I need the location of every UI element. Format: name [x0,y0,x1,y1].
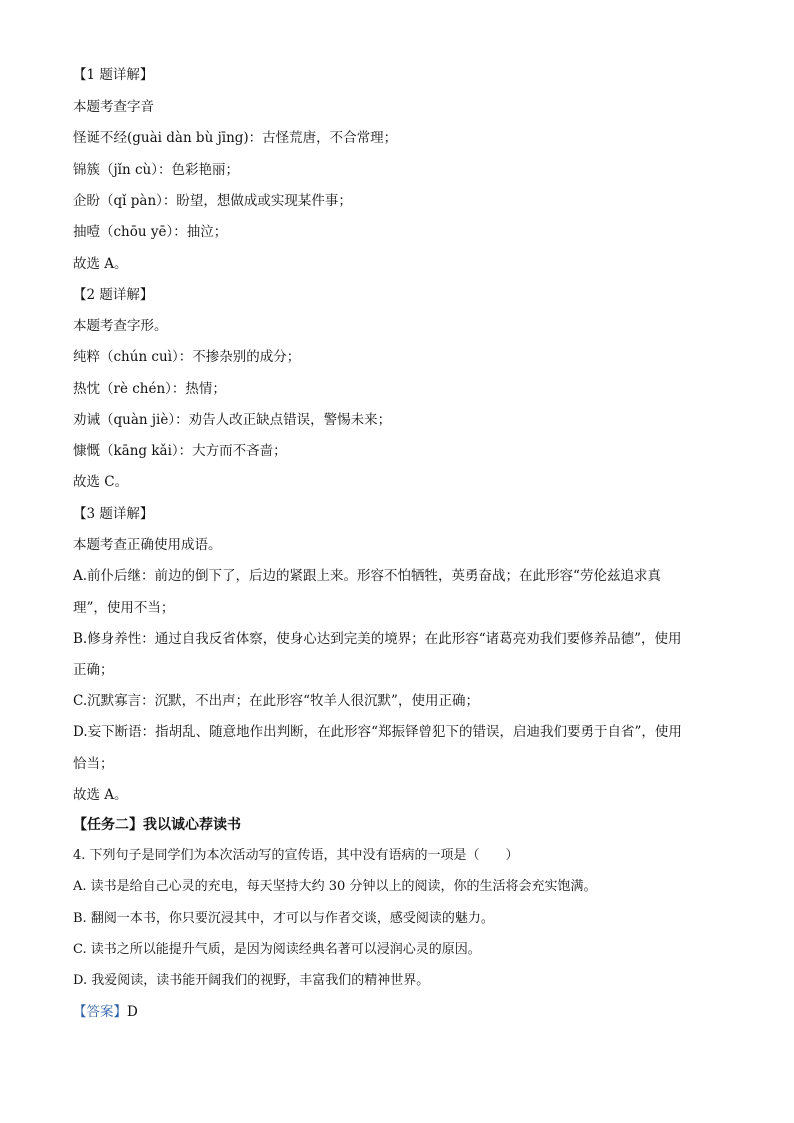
answer-label: 【答案】 [73,1004,127,1020]
task2-option: A. 读书是给自己心灵的充电，每天坚持大约 30 分钟以上的阅读，你的生活将会充实饱满。 [73,879,597,894]
q2-intro: 本题考查字形。 [73,318,168,334]
q3-heading: 【3 题详解】 [73,506,154,522]
q3-line: C.沉默寡言：沉默，不出声；在此形容“牧羊人很沉默”，使用正确； [73,693,479,709]
q3-line: D.妄下断语：指胡乱、随意地作出判断，在此形容“郑振铎曾犯下的错误，启迪我们要勇于自省”，使用 [73,724,682,740]
q3-intro: 本题考查正确使用成语。 [73,537,222,553]
task2-option: D. 我爱阅读，读书能开阔我们的视野，丰富我们的精神世界。 [73,973,430,988]
q2-item: 劝诫（quàn jiè）：劝告人改正缺点错误，警惕未来； [73,412,392,428]
q3-answer: 故选 A。 [73,787,128,803]
q1-item: 怪诞不经(guài dàn bù jīng)：古怪荒唐，不合常理； [73,130,398,146]
q2-heading: 【2 题详解】 [73,287,154,303]
answer-value: D [127,1004,138,1020]
task2-option: B. 翻阅一本书，你只要沉浸其中，才可以与作者交谈，感受阅读的魅力。 [73,911,494,926]
q2-item: 纯粹（chún cuì）：不掺杂别的成分； [73,349,301,365]
q3-line: 正确； [73,662,114,678]
q2-answer: 故选 C。 [73,474,129,490]
q3-line: A.前仆后继：前边的倒下了，后边的紧跟上来。形容不怕牺牲，英勇奋战；在此形容“劳伦兹追求真 [73,568,661,584]
q2-item: 慷慨（kāng kǎi）：大方而不吝啬； [73,443,287,459]
task2-answer [73,1003,138,1021]
q3-line: B.修身养性：通过自我反省体察，使身心达到完美的境界；在此形容“诸葛亮劝我们要修养品德”，使用 [73,631,682,647]
q2-item: 热忱（rè chén）：热情； [73,381,226,397]
task2-title: 【任务二】我以诚心荐读书 [73,817,241,833]
task2-option: C. 读书之所以能提升气质，是因为阅读经典名著可以浸润心灵的原因。 [73,942,481,957]
q1-item: 企盼（qǐ pàn）：盼望，想做成或实现某件事； [73,193,352,209]
q1-item: 抽噎（chōu yē）：抽泣； [73,224,228,240]
q1-intro: 本题考查字音 [73,99,154,115]
q3-line: 理”，使用不当； [73,600,175,616]
q1-answer: 故选 A。 [73,256,128,272]
task2-question: 4. 下列句子是同学们为本次活动写的宣传语，其中没有语病的一项是（ ） [73,848,519,863]
q1-heading: 【1 题详解】 [73,67,154,83]
q1-item: 锦簇（jǐn cù）：色彩艳丽； [73,162,239,178]
q3-line: 恰当； [73,756,114,772]
